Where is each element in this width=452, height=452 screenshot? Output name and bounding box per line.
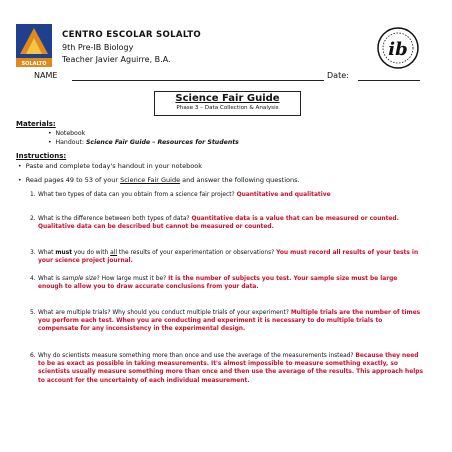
answer-text: You must record all results of your tests in your science project journal. [38,250,419,265]
bullet-icon: • [48,130,52,137]
answer-text: Because they need to be as exact as possible in taking measurements. It's almost impossible to measure something exactly, so scientists usually measure something more than once and then use the average of the results. This approach helps to account for the uncertainty of each individual measurement. [38,353,423,384]
teacher-name: Teacher Javier Aguirre, B.A. [62,55,171,64]
question-6: 6. Why do scientists measure something more than once and use the average of the measurements instead? Because they need to be as exact as possible in taking measurements. It's almost impossible to measure something exactly, so scientists usually measure something more than once and then use the average of the results. This approach helps to account for the uncertainty of each individual measurement. [30,353,423,384]
answer-text: It is the number of subjects you test. Your sample size must be large enough to allow you to draw accurate conclusions from your data. [38,276,398,291]
bullet-icon: • [18,177,22,184]
school-name: CENTRO ESCOLAR SOLALTO [62,30,201,40]
bullet-icon: • [18,163,22,170]
school-logo [12,22,56,70]
logo-banner-text: SOLALTO [21,61,47,67]
question-5: 5. What are multiple trials? Why should you conduct multiple trials of your experiment? Multiple trials are the number of times you perform each test. When you are conducting and experiment it is necessary to do multiple trials to compensate for any inconsistency in the experimental design. [30,310,421,333]
question-4: 4. What is sample size? How large must it be? It is the number of subjects you test. Your sample size must be large enough to allow you to draw accurate conclusions from your data. [30,276,398,291]
instruction-item: • Paste and complete today's handout in your notebook [18,162,202,170]
answer-text: Quantitative and qualitative [236,192,331,198]
answer-text: Multiple trials are the number of times you perform each test. When you are conducting and experiment it is necessary to do multiple trials to compensate for any inconsistency in the experimental design. [38,310,421,333]
page-title: Science Fair Guide [175,93,280,104]
date-line[interactable] [358,80,420,81]
material-item: • Handout: Science Fair Guide – Resources for Students [48,139,239,146]
date-label: Date: [327,71,349,80]
question-3: 3. What must you do with all the results of your experimentation or observations? You must record all results of your tests in your science project journal. [30,250,419,265]
materials-heading: Materials: [16,120,56,128]
name-label: NAME [34,71,58,80]
bullet-icon: • [48,139,52,146]
question-2: 2. What is the difference between both types of data? Quantitative data is a value that can be measured or counted. Qualitative data can be described but cannot be measured or counted. [30,216,399,231]
answer-text: Quantitative data is a value that can be measured or counted. Qualitative data can be described but cannot be measured or counted. [38,216,399,231]
title-box [154,91,301,116]
question-1: 1. What two types of data can you obtain from a science fair project? Quantitative and qualitative [30,192,331,198]
ib-mark: ib [388,39,408,60]
ib-logo [376,26,420,70]
instruction-item: • Read pages 49 to 53 of your Science Fair Guide and answer the following questions. [18,176,300,184]
instructions-heading: Instructions: [16,152,67,160]
course-name: 9th Pre-IB Biology [62,43,134,52]
material-item: • Notebook [48,130,86,137]
page-subtitle: Phase 3 – Data Collection & Analysis [176,105,279,111]
name-line[interactable] [72,80,324,81]
